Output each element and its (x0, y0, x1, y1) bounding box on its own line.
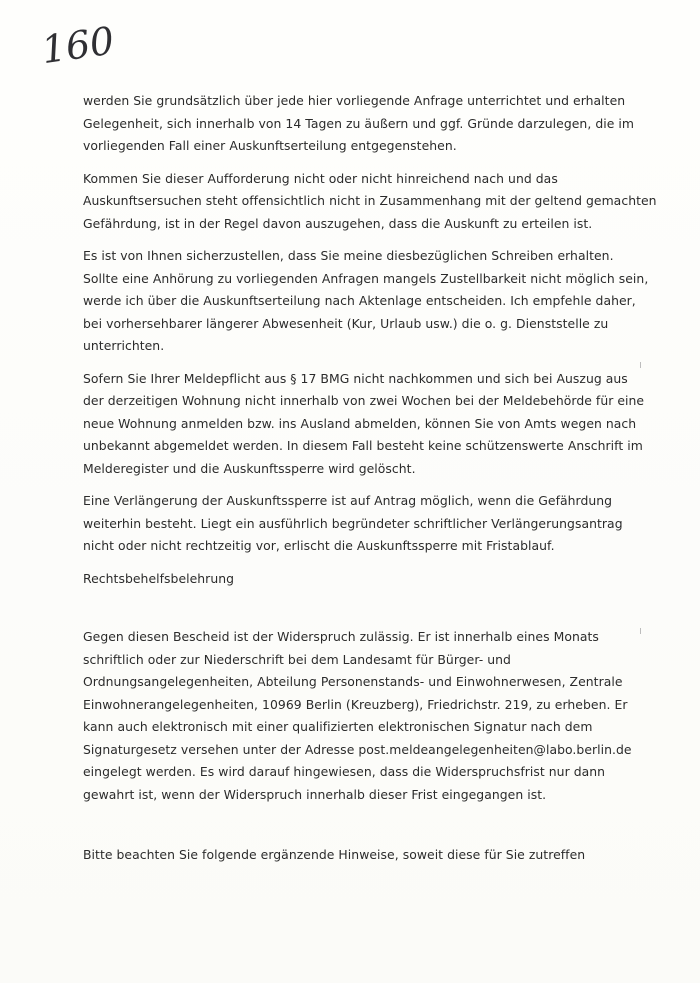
text-line: bei vorhersehbarer längerer Abwesenheit (Kur, Urlaub usw.) die o. g. Dienststelle zu (83, 315, 609, 331)
text-line: Einwohnerangelegenheiten, 10969 Berlin (Kreuzberg), Friedrichstr. 219, zu erheben. Er (83, 696, 628, 712)
text-line: werden Sie grundsätzlich über jede hier vorliegende Anfrage unterrichtet und erhalten (83, 93, 626, 108)
margin-mark (640, 362, 641, 368)
paragraph-delivery (83, 245, 649, 358)
text-line: Signaturgesetz versehen unter der Adresse post.meldeangelegenheiten@labo.berlin.de (83, 741, 632, 757)
text-line: der derzeitigen Wohnung nicht innerhalb von zwei Wochen bei der Meldebehörde für eine (83, 393, 645, 408)
paragraph-objection (83, 626, 632, 806)
text-line: nicht oder nicht rechtzeitig vor, erlischt die Auskunftssperre mit Fristablauf. (83, 538, 555, 553)
text-line: eingelegt werden. Es wird darauf hingewiesen, dass die Widerspruchsfrist nur dann (83, 764, 606, 779)
text-line: gewahrt ist, wenn der Widerspruch innerhalb dieser Frist eingegangen ist. (83, 786, 547, 802)
text-line: neue Wohnung anmelden bzw. ins Ausland abmelden, können Sie von Amts wegen nach (83, 415, 637, 431)
text-line: Es ist von Ihnen sicherzustellen, dass Sie meine diesbezüglichen Schreiben erhalten. (83, 248, 614, 263)
paragraph-notification (83, 90, 634, 158)
paragraph-additional-notes (83, 844, 613, 867)
text-line: werde ich über die Auskunftserteilung nach Aktenlage entscheiden. Ich empfehle daher, (83, 293, 636, 308)
paragraph-noncompliance (83, 168, 657, 236)
page-number-text: 160 (38, 18, 117, 73)
paragraph-registration-duty (83, 368, 645, 481)
text-line: kann auch elektronisch mit einer qualifizierten elektronischen Signatur nach dem (83, 719, 593, 734)
text-line: Ordnungsangelegenheiten, Abteilung Personenstands- und Einwohnerwesen, Zentrale (83, 674, 623, 689)
text-line: Eine Verlängerung der Auskunftssperre ist auf Antrag möglich, wenn die Gefährdung (83, 493, 613, 508)
section-heading-legal-remedy (83, 568, 613, 591)
margin-mark (640, 628, 641, 634)
text-line: Sollte eine Anhörung zu vorliegenden Anfragen mangels Zustellbarkeit nicht möglich sein, (83, 270, 649, 286)
text-line: Rechtsbehelfsbelehrung (83, 570, 235, 586)
text-line: Sofern Sie Ihrer Meldepflicht aus § 17 BMG nicht nachkommen und sich bei Auszug aus (83, 370, 628, 386)
text-line: Auskunftsersuchen steht offensichtlich nicht in Zusammenhang mit der geltend gemachten (83, 193, 657, 208)
letter-body (83, 90, 657, 867)
text-line: schriftlich oder zur Niederschrift bei dem Landesamt für Bürger- und (83, 651, 511, 667)
page-number-drawing (38, 18, 120, 73)
text-line: Kommen Sie dieser Aufforderung nicht oder nicht hinreichend nach und das (83, 170, 558, 186)
paragraph-extension (83, 490, 623, 558)
text-line: Melderegister und die Auskunftssperre wird gelöscht. (83, 460, 416, 476)
handwritten-page-number (38, 18, 120, 73)
text-line: Bitte beachten Sie folgende ergänzende Hinweise, soweit diese für Sie zutreffen (83, 847, 586, 862)
text-line: unbekannt abgemeldet werden. In diesem Fall besteht keine schützenswerte Anschrift im (83, 438, 643, 453)
text-line: Gelegenheit, sich innerhalb von 14 Tagen zu äußern und ggf. Gründe darzulegen, die im (83, 115, 634, 131)
text-line: Gegen diesen Bescheid ist der Widerspruch zulässig. Er ist innerhalb eines Monats (83, 629, 599, 644)
text-line: unterrichten. (83, 338, 165, 353)
text-line: weiterhin besteht. Liegt ein ausführlich begründeter schriftlicher Verlängerungsantrag (83, 515, 623, 531)
text-line: Gefährdung, ist in der Regel davon auszugehen, dass die Auskunft zu erteilen ist. (83, 215, 593, 231)
text-line: vorliegenden Fall einer Auskunftserteilung entgegenstehen. (83, 138, 457, 153)
